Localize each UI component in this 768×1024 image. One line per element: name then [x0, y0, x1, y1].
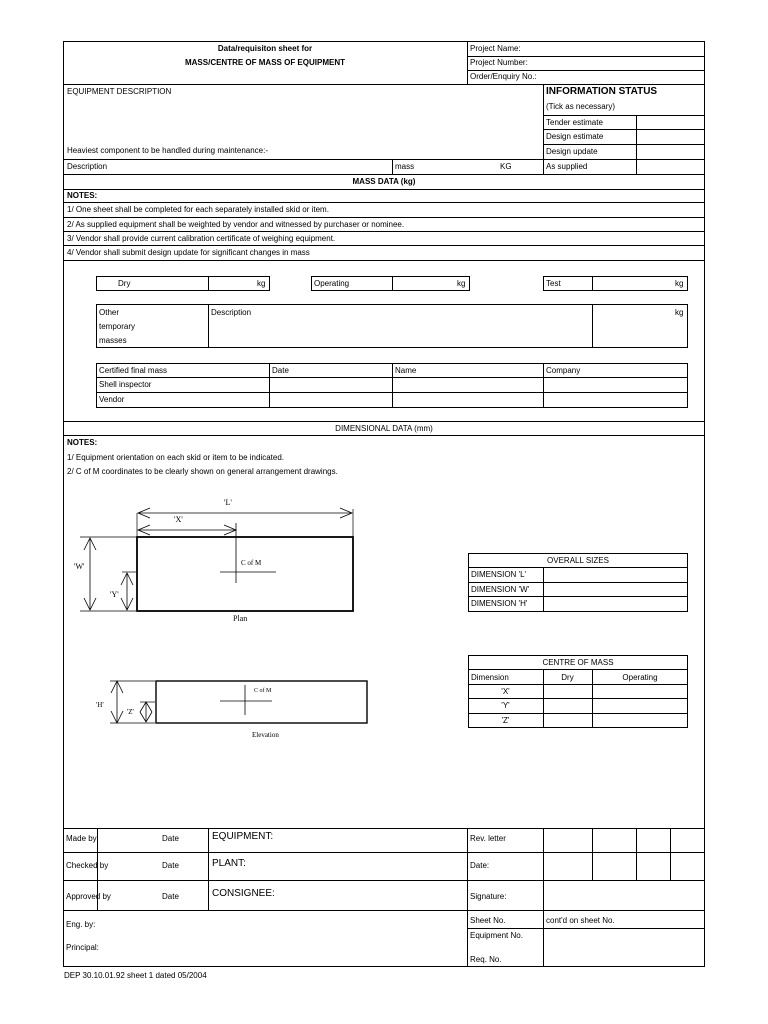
- req-no-label: Req. No.: [470, 955, 502, 964]
- dim-note-1: 1/ Equipment orientation on each skid or item to be indicated.: [67, 453, 285, 462]
- test-kg: kg: [675, 279, 684, 288]
- cert-header-name: Name: [395, 366, 417, 375]
- mass-note-1: 1/ One sheet shall be completed for each separately installed skid or item.: [67, 205, 329, 214]
- cert-header-date: Date: [272, 366, 289, 375]
- test-label: Test: [546, 279, 561, 288]
- equipment-no-label: Equipment No.: [470, 931, 523, 940]
- other-label-2: temporary: [99, 322, 136, 331]
- label-Z: 'Z': [127, 708, 134, 716]
- elevation-drawing: [100, 675, 370, 735]
- other-masses-box[interactable]: [96, 304, 688, 348]
- com-table-title: CENTRE OF MASS: [542, 658, 614, 667]
- dimensional-title: DIMENSIONAL DATA (mm): [335, 424, 433, 433]
- order-enquiry-label: Order/Enquiry No.:: [470, 72, 537, 81]
- approved-by-date: Date: [162, 892, 179, 901]
- eng-by-label: Eng. by:: [66, 920, 96, 929]
- cert-header-mass: Certified final mass: [99, 366, 168, 375]
- label-com-elev: C of M: [254, 688, 272, 694]
- description-label: Description: [67, 162, 108, 171]
- plan-drawing: [70, 495, 370, 640]
- project-number-label: Project Number:: [470, 58, 528, 67]
- cert-header-company: Company: [546, 366, 581, 375]
- overall-row-H: DIMENSION 'H': [471, 599, 528, 608]
- other-label-1: Other: [99, 308, 120, 317]
- checked-by-label: Checked by: [66, 861, 109, 870]
- dry-kg: kg: [257, 279, 266, 288]
- overall-sizes-title: OVERALL SIZES: [547, 556, 609, 565]
- mass-notes-label: NOTES:: [67, 191, 98, 200]
- info-status-design-update: Design update: [546, 147, 598, 156]
- checked-by-date: Date: [162, 861, 179, 870]
- sheet-no-label: Sheet No.: [470, 916, 506, 925]
- operating-label: Operating: [314, 279, 350, 288]
- approved-by-label: Approved by: [66, 892, 111, 901]
- info-status-tender: Tender estimate: [546, 118, 603, 127]
- label-H: 'H': [96, 701, 104, 709]
- label-plan: Plan: [233, 614, 248, 623]
- header-line1: Data/requisiton sheet for: [217, 44, 313, 53]
- kg-label: KG: [500, 162, 512, 171]
- label-X: 'X': [174, 515, 183, 524]
- test-box[interactable]: [543, 276, 688, 291]
- made-by-date: Date: [162, 834, 179, 843]
- rev-letter-label: Rev. letter: [470, 834, 506, 843]
- date-label: Date:: [470, 861, 490, 870]
- label-elevation: Elevation: [252, 731, 279, 739]
- project-name-label: Project Name:: [470, 44, 521, 53]
- cert-row-vendor: Vendor: [99, 395, 125, 404]
- mass-note-2: 2/ As supplied equipment shall be weighted by vendor and witnessed by purchaser or nominee.: [67, 220, 405, 229]
- overall-row-L: DIMENSION 'L': [471, 570, 527, 579]
- info-status-design-estimate: Design estimate: [546, 132, 604, 141]
- made-by-label: Made by: [66, 834, 97, 843]
- com-header-dimension: Dimension: [471, 673, 509, 682]
- label-L: 'L': [224, 498, 232, 507]
- mass-note-3: 3/ Vendor shall provide current calibration certificate of weighing equipment.: [67, 234, 336, 243]
- contd-label: cont'd on sheet No.: [546, 916, 615, 925]
- other-kg: kg: [675, 308, 684, 317]
- dim-note-2: 2/ C of M coordinates to be clearly shown on general arrangement drawings.: [67, 467, 338, 476]
- heaviest-component-label: Heaviest component to be handled during maintenance:-: [67, 146, 269, 155]
- dry-label: Dry: [118, 279, 131, 288]
- info-status-as-supplied: As supplied: [546, 162, 588, 171]
- com-row-Z: 'Z': [501, 716, 510, 725]
- label-W: 'W': [74, 562, 85, 571]
- com-row-Y: 'Y': [501, 701, 510, 710]
- principal-label: Principal:: [66, 943, 99, 952]
- cert-row-shell: Shell inspector: [99, 380, 152, 389]
- label-com-plan: C of M: [241, 559, 262, 567]
- other-label-3: masses: [99, 336, 127, 345]
- info-status-title: INFORMATION STATUS: [546, 86, 658, 97]
- consignee-label: CONSIGNEE:: [212, 888, 275, 899]
- com-row-X: 'X': [501, 687, 510, 696]
- signature-label: Signature:: [470, 892, 507, 901]
- mass-note-4: 4/ Vendor shall submit design update for significant changes in mass: [67, 248, 310, 257]
- info-status-tick: (Tick as necessary): [546, 102, 616, 111]
- com-header-dry: Dry: [561, 673, 574, 682]
- plant-label: PLANT:: [212, 858, 246, 869]
- mass-data-title: MASS DATA (kg): [352, 177, 416, 186]
- operating-kg: kg: [457, 279, 466, 288]
- equipment-label: EQUIPMENT:: [212, 831, 274, 842]
- label-Y: 'Y': [110, 590, 119, 599]
- com-header-operating: Operating: [622, 673, 658, 682]
- mass-label: mass: [395, 162, 415, 171]
- overall-row-W: DIMENSION 'W': [471, 585, 530, 594]
- equipment-description-label: EQUIPMENT DESCRIPTION: [67, 87, 172, 96]
- other-description-label: Description: [211, 308, 252, 317]
- header-title: MASS/CENTRE OF MASS OF EQUIPMENT: [184, 58, 345, 67]
- dim-notes-label: NOTES:: [67, 438, 98, 447]
- dep-reference: DEP 30.10.01.92 sheet 1 dated 05/2004: [64, 971, 207, 980]
